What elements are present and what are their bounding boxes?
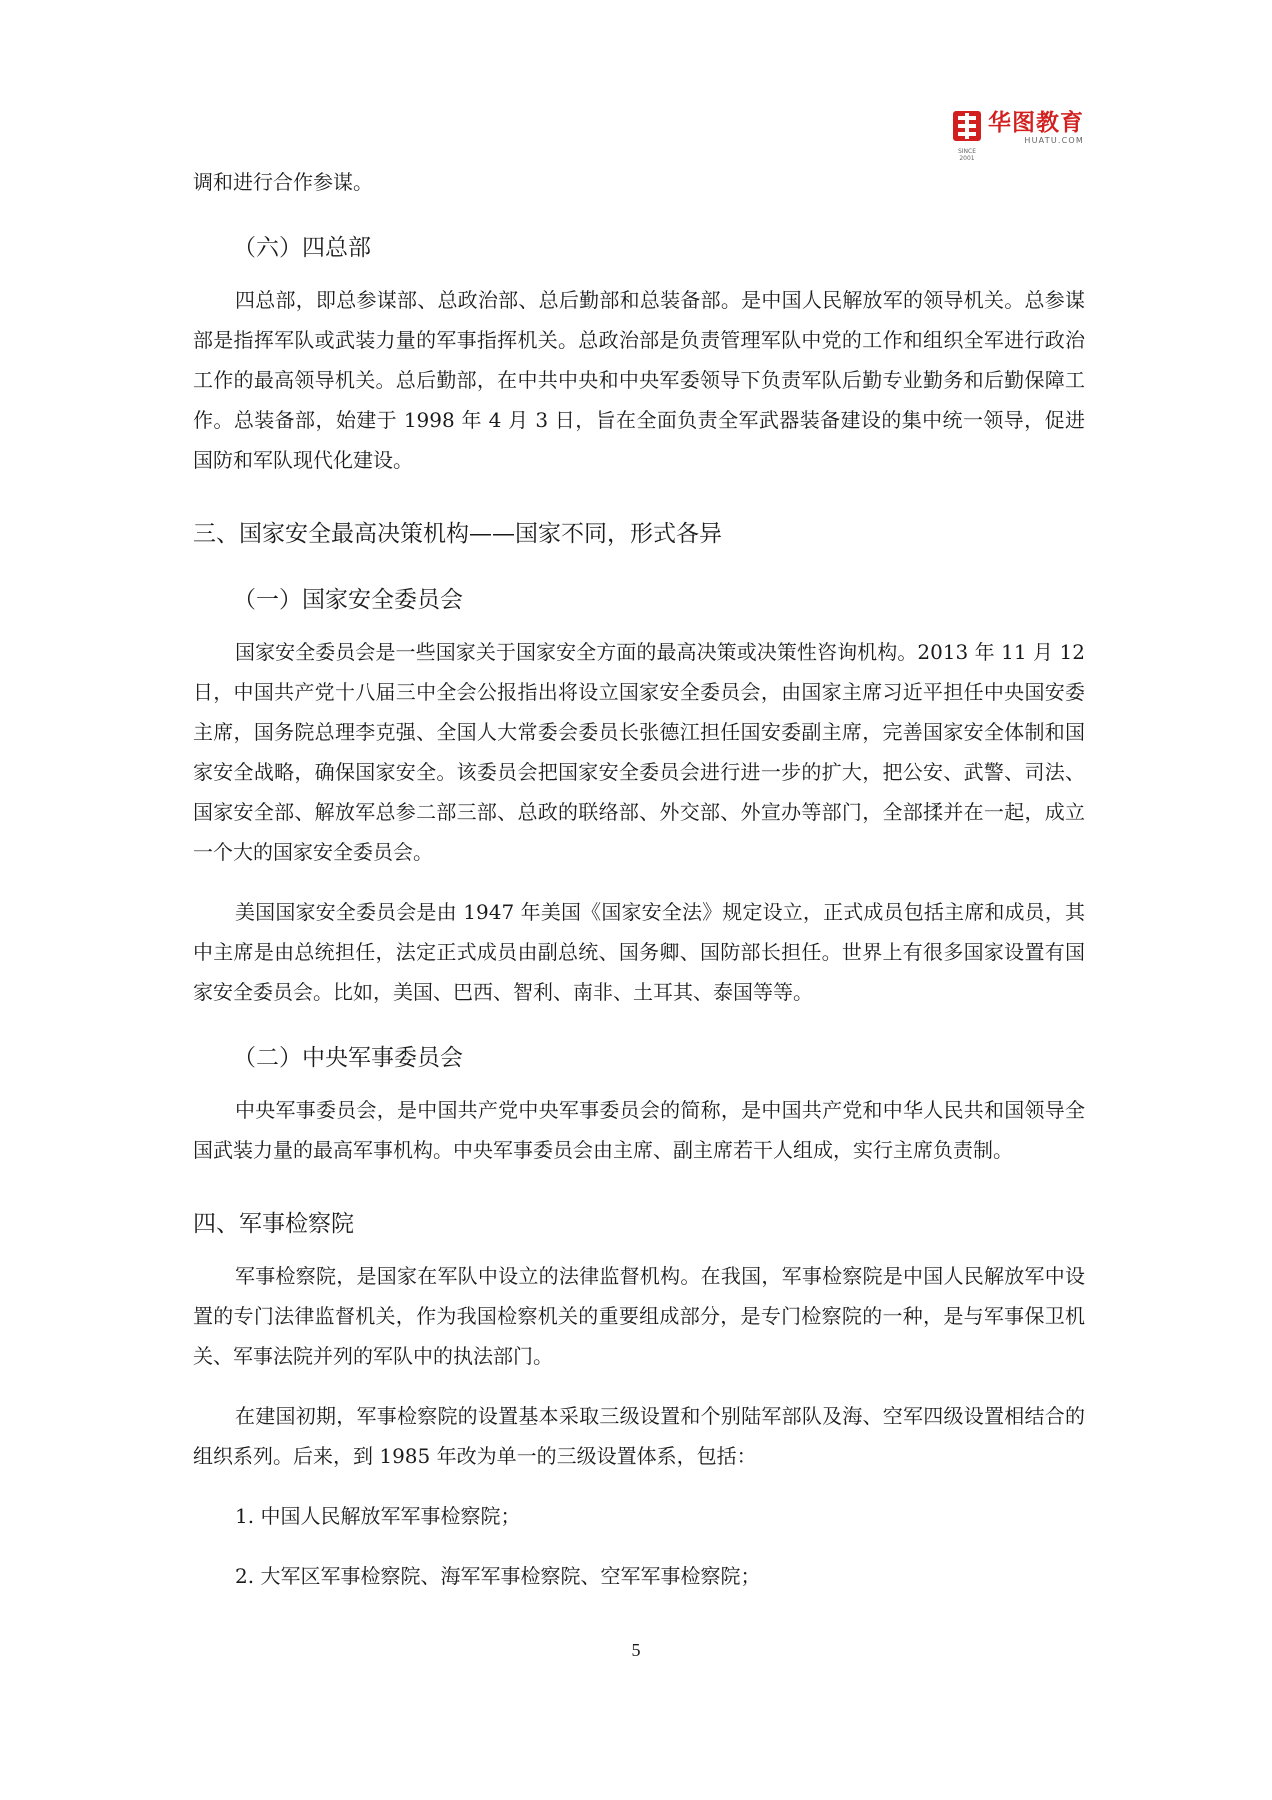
page-number: 5 — [631, 1640, 641, 1660]
document-body — [193, 162, 1085, 1596]
huatu-logo — [952, 109, 1084, 162]
paragraph-four-departments: 四总部，即总参谋部、总政治部、总后勤部和总装备部。是中国人民解放军的领导机关。总参谋部是指挥军队或武装力量的军事指挥机关。总政治部是负责管理军队中党的工作和组织全军进行政治工作的最高领导机关。总后勤部，在中共中央和中央军委领导下负责军队后勤专业勤务和后勤保障工作。总装备部，始建于 1998 年 4 月 3 日，旨在全面负责全军武器装备建设的集中统一领导，促进国防和军队现代化建设。 — [193, 288, 1085, 472]
list-item: 1. 中国人民解放军军事检察院； — [235, 1504, 521, 1528]
list-item: 2. 大军区军事检察院、海军军事检察院、空军军事检察院； — [235, 1564, 761, 1588]
heading-section-four: 四、军事检察院 — [193, 1211, 354, 1237]
heading-central-military-commission: （二）中央军事委员会 — [233, 1045, 463, 1071]
continued-paragraph: 调和进行合作参谋。 — [193, 170, 373, 194]
heading-four-departments: （六）四总部 — [233, 235, 371, 261]
logo-chinese-name: 华图教育 — [988, 109, 1084, 136]
logo-since: SINCE 2001 — [957, 148, 977, 162]
paragraph-military-procuratorate: 军事检察院，是国家在军队中设立的法律监督机构。在我国，军事检察院是中国人民解放军中设置的专门法律监督机关，作为我国检察机关的重要组成部分，是专门检察院的一种，是与军事保卫机关、军事法院并列的军队中的执法部门。 — [193, 1264, 1085, 1368]
huatu-logo-icon — [952, 110, 982, 146]
paragraph-nsc-usa: 美国国家安全委员会是由 1947 年美国《国家安全法》规定设立，正式成员包括主席和成员，其中主席是由总统担任，法定正式成员由副总统、国务卿、国防部长担任。世界上有很多国家设置有国家安全委员会。比如，美国、巴西、智利、南非、土耳其、泰国等等。 — [193, 900, 1085, 1004]
logo-english-name: HUATU.COM — [1024, 135, 1084, 145]
paragraph-central-military-commission: 中央军事委员会，是中国共产党中央军事委员会的简称，是中国共产党和中华人民共和国领导全国武装力量的最高军事机构。中央军事委员会由主席、副主席若干人组成，实行主席负责制。 — [193, 1098, 1085, 1162]
heading-section-three: 三、国家安全最高决策机构——国家不同，形式各异 — [193, 521, 722, 547]
paragraph-nsc-china: 国家安全委员会是一些国家关于国家安全方面的最高决策或决策性咨询机构。2013 年 11 月 12 日，中国共产党十八届三中全会公报指出将设立国家安全委员会，由国家主席习近平担任中央国安委主席，国务院总理李克强、全国人大常委会委员长张德江担任国安委副主席，完善国家安全体制和国家安全战略，确保国家安全。该委员会把国家安全委员会进行进一步的扩大，把公安、武警、司法、国家安全部、解放军总参二部三部、总政的联络部、外交部、外宣办等部门，全部揉并在一起，成立一个大的国家安全委员会。 — [193, 640, 1085, 864]
paragraph-procuratorate-structure: 在建国初期，军事检察院的设置基本采取三级设置和个别陆军部队及海、空军四级设置相结合的组织系列。后来，到 1985 年改为单一的三级设置体系，包括： — [193, 1404, 1085, 1468]
heading-national-security-commission: （一）国家安全委员会 — [233, 587, 463, 613]
